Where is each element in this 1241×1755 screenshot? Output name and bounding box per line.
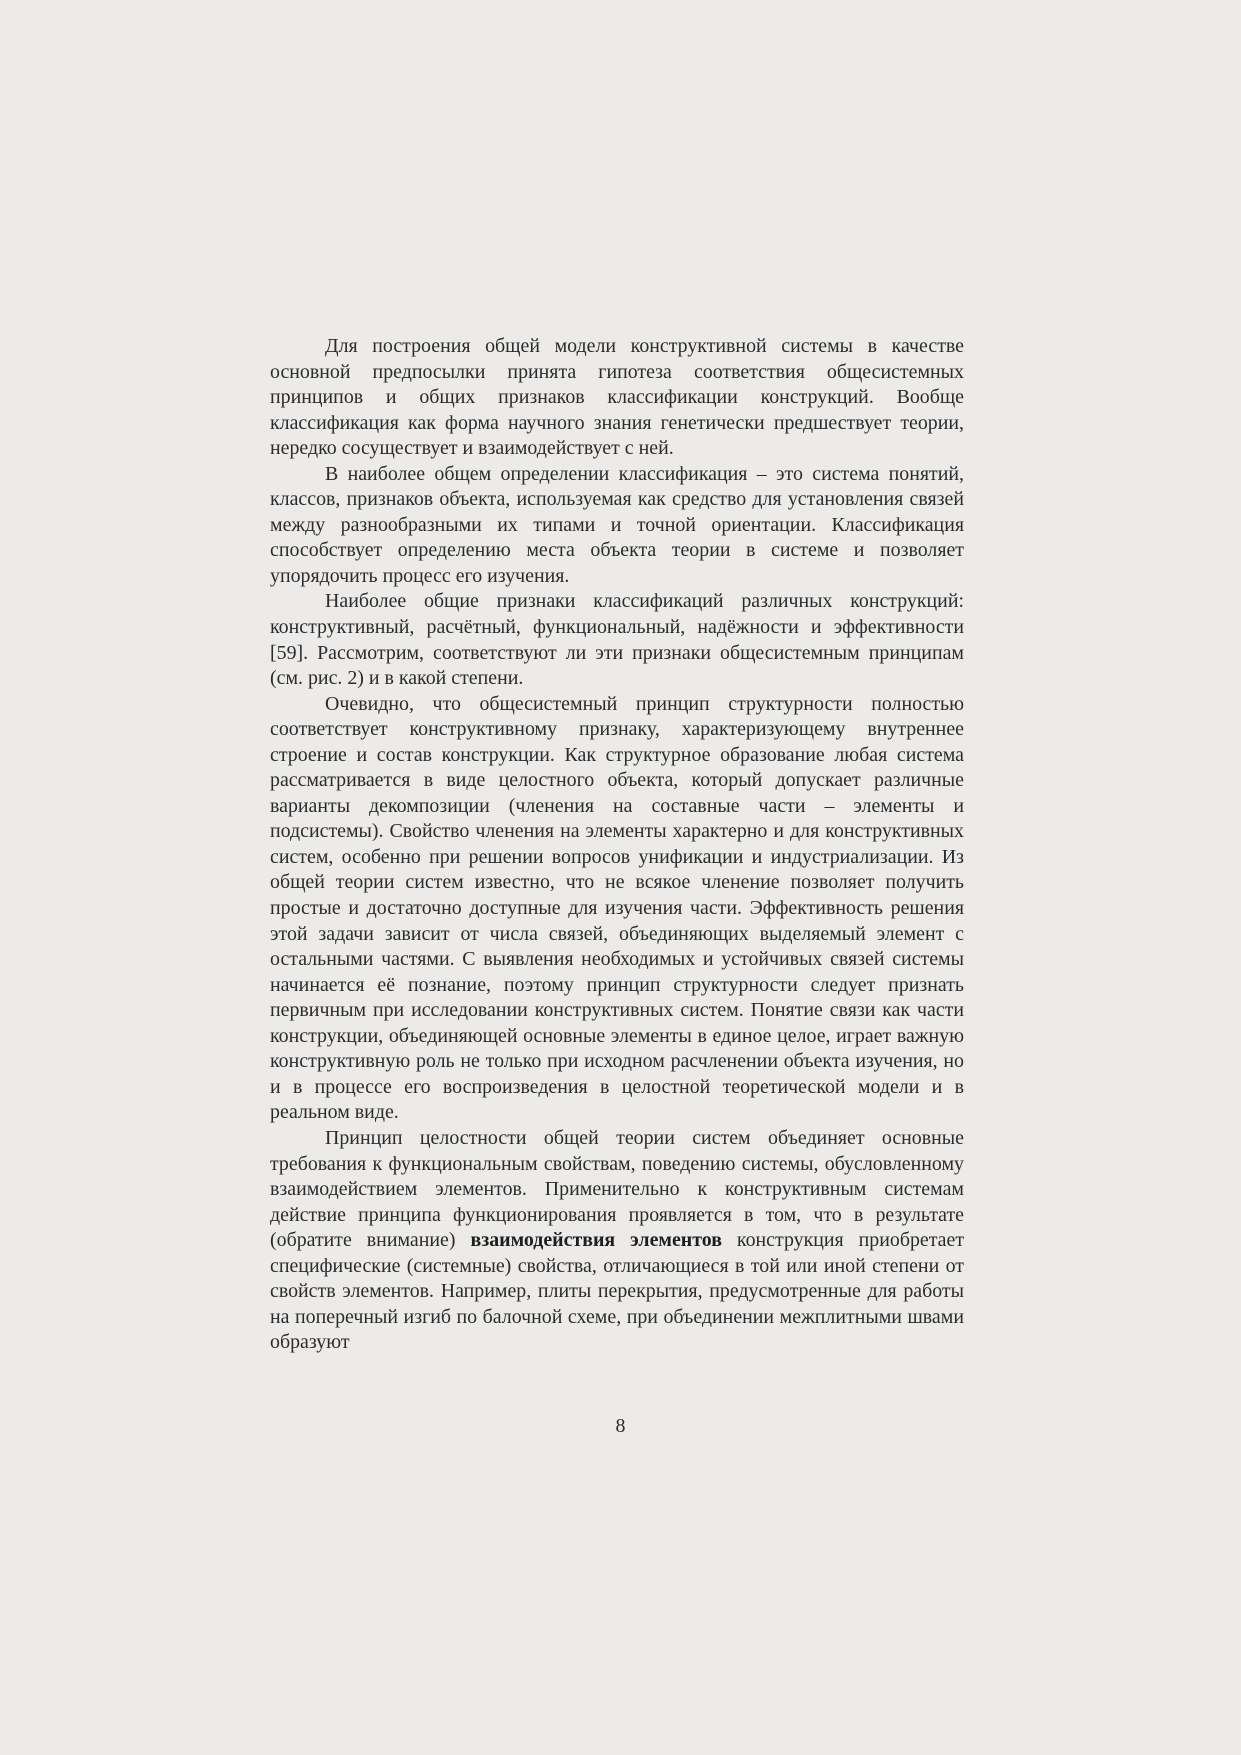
- paragraph-5-text-before: Принцип целостности общей теории систем объединяет основные требования к функциональным свойствам, поведению системы, обусловленному взаимодействием элементов. Применительно к конструктивным системам действие принципа функционирования проявляется в том, что в результате (обратите внимание): [270, 1126, 964, 1252]
- paragraph-5-text-after: конструкция приобретает специфические (системные) свойства, отличающиеся в той или иной степени от свойств элементов. Например, плиты перекрытия, предусмотренные для работы на поперечный изгиб по балочной схеме, при объединении межплитными швами образуют: [270, 1229, 965, 1354]
- paragraph-2: В наиболее общем определении классификация – это система понятий, классов, признаков объекта, используемая как средство для установления связей между разнообразными их типами и точной ориентации. Классификация способствует определению места объекта теории в системе и позволяет упорядочить процесс его изучения.: [270, 462, 964, 587]
- bold-term: взаимодействия элементов: [470, 1229, 722, 1252]
- paragraph-5: [270, 1126, 964, 1356]
- paragraph-4: Очевидно, что общесистемный принцип структурности полностью соответствует конструктивному признаку, характеризующему внутреннее строение и состав конструкции. Как структурное образование любая система рассматривается в виде целостного объекта, который допускает различные варианты декомпозиции (членения на составные части – элементы и подсистемы). Свойство членения на элементы характерно и для конструктивных систем, особенно при решении вопросов унификации и индустриализации. Из общей теории систем известно, что не всякое членение позволяет получить простые и достаточно доступные для изучения части. Эффективность решения этой задачи зависит от числа связей, объединяющих выделяемый элемент с остальными частями. С выявления необходимых и устойчивых связей системы начинается её познание, поэтому принцип структурности следует признать первичным при исследовании конструктивных систем. Понятие связи как части конструкции, объединяющей основные элементы в единое целое, играет важную конструктивную роль не только при исходном расчленении объекта изучения, но и в процессе его воспроизведения в целостной теоретической модели и в реальном виде.: [270, 692, 964, 1124]
- paragraph-1: Для построения общей модели конструктивной системы в качестве основной предпосылки принята гипотеза соответствия общесистемных принципов и общих признаков классификации конструкций. Вообще классификация как форма научного знания генетически предшествует теории, нередко сосуществует и взаимодействует с ней.: [270, 335, 964, 460]
- body-text: [270, 334, 964, 1356]
- page-number: 8: [615, 1415, 626, 1437]
- paragraph-3: Наиболее общие признаки классификаций различных конструкций: конструктивный, расчётный, функциональный, надёжности и эффективности [59]. Рассмотрим, соответствуют ли эти признаки общесистемным принципам (см. рис. 2) и в какой степени.: [270, 590, 964, 690]
